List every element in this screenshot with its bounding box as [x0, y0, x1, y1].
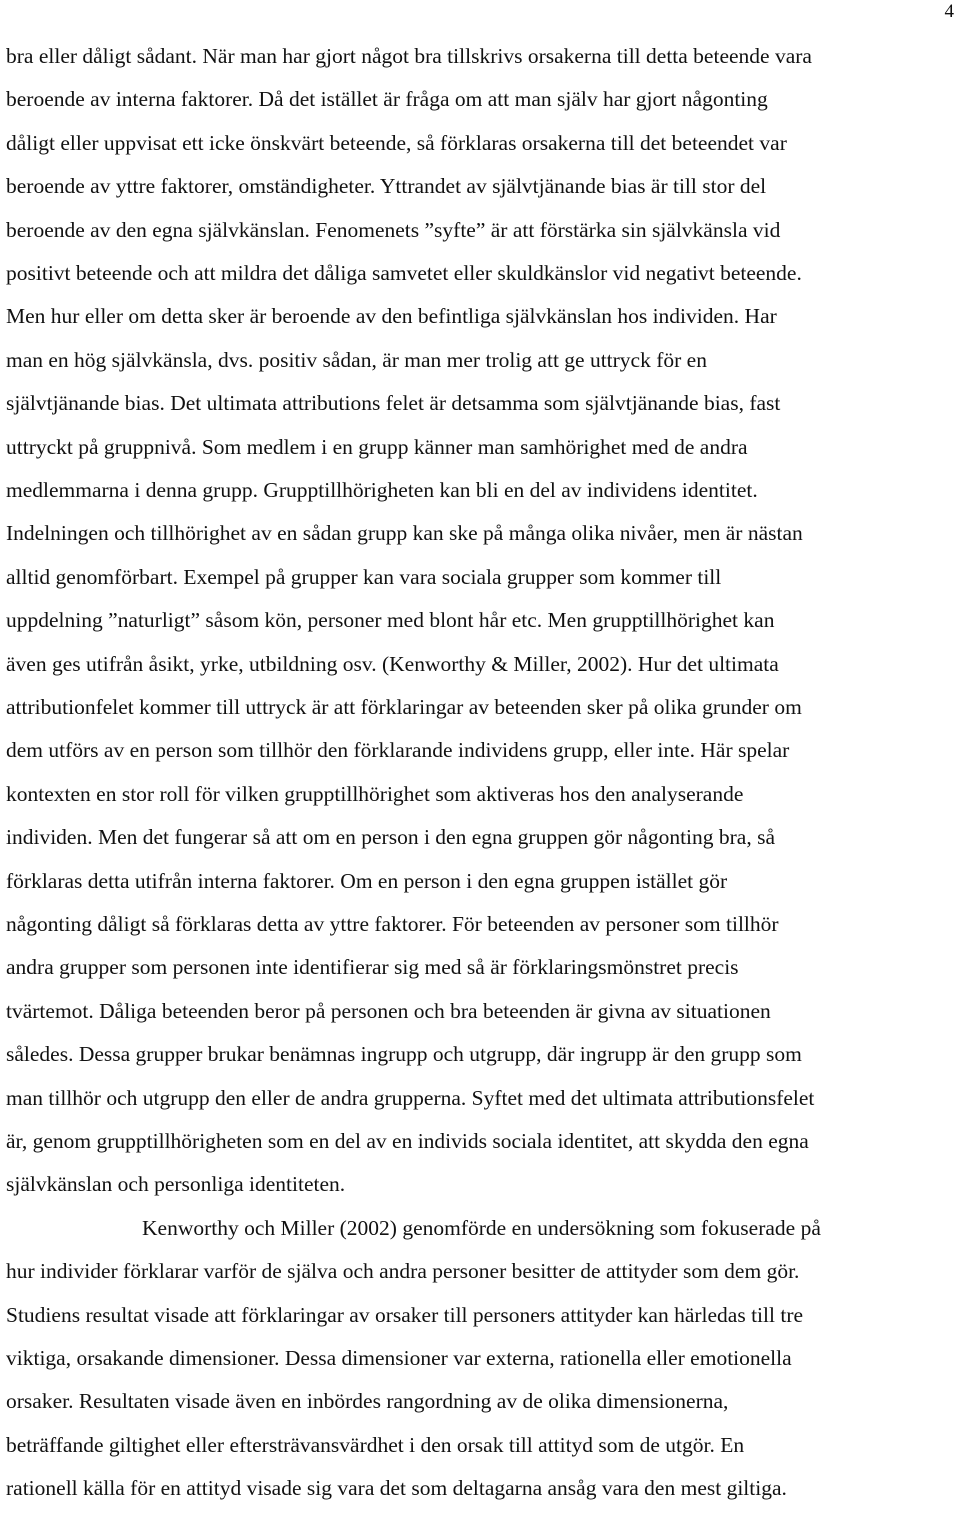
- text-line: beroende av yttre faktorer, omständigheter. Yttrandet av självtjänande bias är till stor del: [6, 174, 767, 199]
- text-line: bra eller dåligt sådant. När man har gjort något bra tillskrivs orsakerna till detta beteende vara: [6, 44, 812, 68]
- text-line: individen. Men det fungerar så att om en person i den egna gruppen gör någonting bra, så: [6, 825, 776, 850]
- text-line: dem utförs av en person som tillhör den förklarande individens grupp, eller inte. Här spelar: [6, 738, 790, 763]
- text-line: således. Dessa grupper brukar benämnas ingrupp och utgrupp, där ingrupp är den grupp som: [6, 1042, 802, 1067]
- text-line: någonting dåligt så förklaras detta av yttre faktorer. För beteenden av personer som tillhör: [6, 912, 779, 936]
- text-line: orsaker. Resultaten visade även en inbördes rangordning av de olika dimensionerna,: [6, 1389, 729, 1414]
- text-line: medlemmarna i denna grupp. Grupptillhörigheten kan bli en del av individens identitet.: [6, 478, 758, 502]
- text-line: uttryckt på gruppnivå. Som medlem i en grupp känner man samhörighet med de andra: [6, 434, 748, 459]
- text-line: självkänslan och personliga identiteten.: [6, 1172, 346, 1197]
- text-line: Indelningen och tillhörighet av en sådan grupp kan ske på många olika nivåer, men är nästan: [6, 521, 803, 546]
- text-line: tvärtemot. Dåliga beteenden beror på personen och bra beteenden är givna av situationen: [6, 998, 771, 1023]
- text-line: förklaras detta utifrån interna faktorer. Om en person i den egna gruppen istället gör: [6, 868, 728, 893]
- page-number: 4: [944, 1, 954, 22]
- text-line: attributionfelet kommer till uttryck är att förklaringar av beteenden sker på olika grunder om: [6, 695, 802, 719]
- text-line: kontexten en stor roll för vilken grupptillhörighet som aktiveras hos den analyserande: [6, 781, 744, 806]
- text-line: hur individer förklarar varför de själva och andra personer besitter de attityder som dem gör.: [6, 1259, 800, 1284]
- text-line: andra grupper som personen inte identifierar sig med så är förklaringsmönstret precis: [6, 955, 739, 980]
- text-line: rationell källa för en attityd visade sig vara det som deltagarna ansåg vara den mest giltiga.: [6, 1476, 787, 1501]
- text-line: beroende av interna faktorer. Då det istället är fråga om att man själv har gjort någonting: [6, 87, 768, 112]
- text-line: uppdelning ”naturligt” såsom kön, personer med blont hår etc. Men grupptillhörighet kan: [6, 608, 775, 633]
- text-line: Studiens resultat visade att förklaringar av orsaker till personers attityder kan härledas till tre: [6, 1302, 804, 1327]
- text-line: Kenworthy och Miller (2002) genomförde en undersökning som fokuserade på: [142, 1215, 821, 1240]
- text-line: beroende av den egna självkänslan. Fenomenets ”syfte” är att förstärka sin självkänsla vid: [6, 217, 781, 242]
- text-line: positivt beteende och att mildra det dåliga samvetet eller skuldkänslor vid negativt beteende.: [6, 261, 802, 285]
- text-line: man tillhör och utgrupp den eller de andra grupperna. Syftet med det ultimata attributionsfelet: [6, 1085, 815, 1110]
- text-line: dåligt eller uppvisat ett icke önskvärt beteende, så förklaras orsakerna till det beteendet var: [6, 130, 787, 155]
- text-line: självtjänande bias. Det ultimata attributions felet är detsamma som självtjänande bias, fast: [6, 391, 781, 416]
- text-line: även ges utifrån åsikt, yrke, utbildning osv. (Kenworthy & Miller, 2002). Hur det ultimata: [6, 651, 779, 676]
- text-line: beträffande giltighet eller eftersträvansvärdhet i den orsak till attityd som de utgör. En: [6, 1432, 745, 1457]
- text-line: man en hög självkänsla, dvs. positiv sådan, är man mer trolig att ge uttryck för en: [6, 347, 707, 372]
- text-line: är, genom grupptillhörigheten som en del av en individs sociala identitet, att skydda den egna: [6, 1129, 809, 1153]
- text-line: viktiga, orsakande dimensioner. Dessa dimensioner var externa, rationella eller emotionella: [6, 1346, 792, 1370]
- text-line: Men hur eller om detta sker är beroende av den befintliga självkänslan hos individen. Har: [6, 304, 777, 329]
- text-line: alltid genomförbart. Exempel på grupper kan vara sociala grupper som kommer till: [6, 564, 722, 589]
